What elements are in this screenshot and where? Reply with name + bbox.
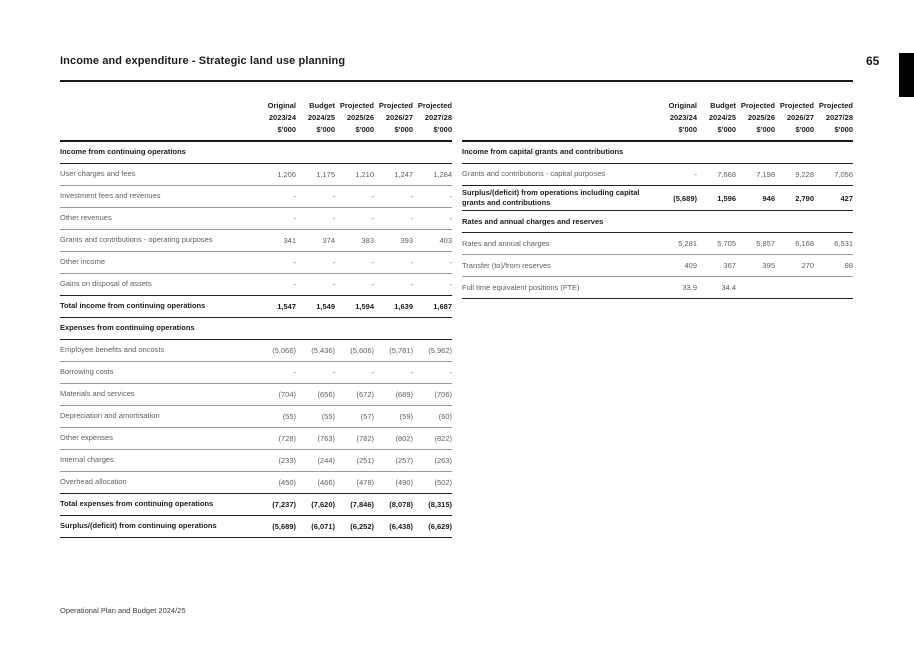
table-row <box>60 406 452 428</box>
row-label: Other revenues <box>60 213 112 223</box>
column-header-line: Budget <box>309 101 335 110</box>
cell-value: (57) <box>360 412 374 421</box>
table-row <box>60 142 452 164</box>
column-header-line: Projected <box>378 101 413 110</box>
title-divider <box>60 80 853 82</box>
column-header <box>736 100 775 136</box>
cell-value: 5,281 <box>678 239 697 249</box>
column-header-line: 2024/25 <box>307 113 335 122</box>
cell-value: - <box>410 192 413 201</box>
row-label: Transfer (to)/from reserves <box>462 260 551 270</box>
cell-value: - <box>371 214 374 223</box>
cell-value: - <box>332 258 335 267</box>
cell-value: (782) <box>356 434 374 443</box>
row-label: Full time equivalent positions (FTE) <box>462 282 580 292</box>
cell-value: (763) <box>317 434 335 443</box>
cell-value: (656) <box>317 390 335 399</box>
cell-value: - <box>371 192 374 201</box>
row-label: Rates and annual charges <box>462 238 550 248</box>
table-row <box>60 450 452 472</box>
cell-value: - <box>410 214 413 223</box>
table-row <box>462 255 853 277</box>
column-header <box>658 100 697 136</box>
header-spacer <box>60 100 257 136</box>
cell-value: 34.4 <box>721 283 736 293</box>
cell-value: - <box>694 170 697 179</box>
cell-value: (7,237) <box>272 500 296 509</box>
table-row <box>462 164 853 186</box>
column-header-line: Original <box>267 101 296 110</box>
cell-value: - <box>449 258 452 267</box>
table-row <box>462 211 853 233</box>
table-column-headers <box>60 100 452 142</box>
cell-value: (7,620) <box>311 500 335 509</box>
table-row <box>60 274 452 296</box>
table-row <box>60 428 452 450</box>
cell-value: - <box>293 280 296 289</box>
row-label: Overhead allocation <box>60 477 127 487</box>
cell-value: 409 <box>684 261 697 271</box>
column-header-line: Projected <box>339 101 374 110</box>
column-header-line: Projected <box>818 101 853 110</box>
cell-value: 6,531 <box>834 239 853 249</box>
column-header-line: Original <box>668 101 697 110</box>
column-header-line: $'000 <box>316 125 335 134</box>
cell-value: - <box>371 258 374 267</box>
cell-value: (706) <box>434 390 452 399</box>
row-label: Income from continuing operations <box>60 147 186 157</box>
cell-value: (5,689) <box>272 522 296 531</box>
row-label: Other income <box>60 257 106 267</box>
table-row <box>60 362 452 384</box>
column-header-line: $'000 <box>678 125 697 134</box>
column-header-line: $'000 <box>433 125 452 134</box>
table-row <box>60 516 452 538</box>
cell-value: (257) <box>395 456 413 465</box>
cell-value: (55) <box>321 412 335 421</box>
page-number: 65 <box>866 54 880 68</box>
column-header <box>697 100 736 136</box>
row-label: Other expenses <box>60 433 113 443</box>
cell-value: 5,705 <box>717 239 736 249</box>
column-header-line: $'000 <box>394 125 413 134</box>
cell-value: 1,547 <box>277 302 296 311</box>
table-row <box>60 296 452 318</box>
column-header-line: 2026/27 <box>385 113 413 122</box>
column-header-line: 2027/28 <box>424 113 452 122</box>
cell-value: (5,436) <box>311 346 335 355</box>
table-row <box>462 186 853 211</box>
cell-value: - <box>410 368 413 377</box>
row-label: Internal charges <box>60 455 114 465</box>
column-header-line: Budget <box>710 101 736 110</box>
cell-value: (263) <box>434 456 452 465</box>
cell-value: (244) <box>317 456 335 465</box>
row-label: Gains on disposal of assets <box>60 279 152 289</box>
table-column-headers <box>462 100 853 142</box>
cell-value: - <box>332 192 335 201</box>
cell-value: 1,596 <box>717 193 736 203</box>
cell-value: - <box>371 368 374 377</box>
cell-value: (802) <box>395 434 413 443</box>
corner-tab-marker <box>899 53 914 97</box>
cell-value: 946 <box>762 193 775 203</box>
cell-value: (5,962) <box>428 346 452 355</box>
cell-value: 1,639 <box>394 302 413 311</box>
cell-value: 374 <box>322 236 335 245</box>
row-label: Employee benefits and oncosts <box>60 345 165 355</box>
cell-value: (251) <box>356 456 374 465</box>
row-label: Surplus/(deficit) from operations including capital grants and contributions <box>462 188 640 208</box>
cell-value: 393 <box>400 236 413 245</box>
cell-value: 383 <box>361 236 374 245</box>
column-header-line: 2025/26 <box>747 113 775 122</box>
cell-value: - <box>410 258 413 267</box>
column-header <box>374 100 413 136</box>
cell-value: - <box>410 280 413 289</box>
page-title: Income and expenditure - Strategic land use planning <box>60 55 346 67</box>
cell-value: (6,629) <box>428 522 452 531</box>
cell-value: - <box>293 214 296 223</box>
header-spacer <box>462 100 658 136</box>
table-row <box>60 186 452 208</box>
column-header-line: 2024/25 <box>708 113 736 122</box>
cell-value: 1,687 <box>433 302 452 311</box>
cell-value: (5,781) <box>389 346 413 355</box>
column-header-line: $'000 <box>717 125 736 134</box>
table-row <box>60 494 452 516</box>
cell-value: 5,857 <box>756 239 775 249</box>
cell-value: (478) <box>356 478 374 487</box>
row-label: User charges and fees <box>60 169 136 179</box>
column-header-line: Projected <box>740 101 775 110</box>
column-header <box>814 100 853 136</box>
cell-value: (8,078) <box>389 500 413 509</box>
cell-value: - <box>332 280 335 289</box>
cell-value: (822) <box>434 434 452 443</box>
cell-value: - <box>371 280 374 289</box>
column-header <box>775 100 814 136</box>
cell-value: 1,284 <box>433 170 452 179</box>
capital-grants-rates-table <box>462 100 853 299</box>
row-label: Total income from continuing operations <box>60 301 206 311</box>
column-header-line: 2025/26 <box>346 113 374 122</box>
table-row <box>60 340 452 362</box>
column-header-line: $'000 <box>834 125 853 134</box>
cell-value: 2,790 <box>795 193 814 203</box>
cell-value: (5,066) <box>272 346 296 355</box>
cell-value: 395 <box>762 261 775 271</box>
cell-value: 1,247 <box>394 170 413 179</box>
cell-value: (704) <box>278 390 296 399</box>
table-row <box>60 384 452 406</box>
cell-value: 1,210 <box>355 170 374 179</box>
cell-value: 98 <box>844 261 853 271</box>
column-header-line: Projected <box>779 101 814 110</box>
cell-value: (490) <box>395 478 413 487</box>
cell-value: 427 <box>840 193 853 203</box>
column-header <box>257 100 296 136</box>
cell-value: (7,846) <box>350 500 374 509</box>
cell-value: - <box>449 192 452 201</box>
cell-value: - <box>449 214 452 223</box>
column-header-line: $'000 <box>355 125 374 134</box>
table-row <box>60 230 452 252</box>
column-header-line: $'000 <box>795 125 814 134</box>
cell-value: 7,056 <box>834 170 853 179</box>
cell-value: 1,206 <box>277 170 296 179</box>
cell-value: - <box>293 192 296 201</box>
table-row <box>462 233 853 255</box>
cell-value: (689) <box>395 390 413 399</box>
cell-value: 1,549 <box>316 302 335 311</box>
cell-value: 341 <box>283 236 296 245</box>
table-row <box>462 277 853 299</box>
cell-value: - <box>293 258 296 267</box>
table-row <box>60 472 452 494</box>
column-header-line: $'000 <box>277 125 296 134</box>
column-header <box>413 100 452 136</box>
row-label: Investment fees and revenues <box>60 191 161 201</box>
cell-value: - <box>293 368 296 377</box>
income-expenditure-table <box>60 100 452 538</box>
cell-value: (55) <box>282 412 296 421</box>
table-row <box>60 208 452 230</box>
page-footer: Operational Plan and Budget 2024/25 <box>60 606 186 615</box>
row-label: Materials and services <box>60 389 135 399</box>
row-label: Borrowing costs <box>60 367 114 377</box>
cell-value: 7,198 <box>756 170 775 179</box>
cell-value: (59) <box>399 412 413 421</box>
cell-value: - <box>332 214 335 223</box>
cell-value: (450) <box>278 478 296 487</box>
cell-value: 1,175 <box>316 170 335 179</box>
column-header-line: 2027/28 <box>825 113 853 122</box>
cell-value: 33.9 <box>682 283 697 293</box>
cell-value: 270 <box>801 261 814 271</box>
table-row <box>60 318 452 340</box>
column-header-line: 2023/24 <box>268 113 296 122</box>
cell-value: (466) <box>317 478 335 487</box>
table-row <box>60 164 452 186</box>
row-label: Depreciation and amortisation <box>60 411 160 421</box>
table-row <box>462 142 853 164</box>
column-header <box>296 100 335 136</box>
row-label: Rates and annual charges and reserves <box>462 216 604 226</box>
row-label: Income from capital grants and contributions <box>462 147 624 157</box>
cell-value: (8,315) <box>428 500 452 509</box>
cell-value: - <box>449 368 452 377</box>
cell-value: (5,689) <box>673 193 697 203</box>
row-label: Grants and contributions - capital purposes <box>462 169 605 179</box>
cell-value: (60) <box>438 412 452 421</box>
cell-value: (728) <box>278 434 296 443</box>
cell-value: - <box>332 368 335 377</box>
cell-value: 403 <box>439 236 452 245</box>
cell-value: 6,168 <box>795 239 814 249</box>
cell-value: 367 <box>723 261 736 271</box>
column-header-line: $'000 <box>756 125 775 134</box>
cell-value: 9,228 <box>795 170 814 179</box>
row-label: Total expenses from continuing operations <box>60 499 214 509</box>
column-header-line: Projected <box>417 101 452 110</box>
cell-value: (233) <box>278 456 296 465</box>
cell-value: (6,438) <box>389 522 413 531</box>
row-label: Grants and contributions - operating purposes <box>60 235 213 245</box>
cell-value: (672) <box>356 390 374 399</box>
row-label: Expenses from continuing operations <box>60 323 195 333</box>
column-header-line: 2026/27 <box>786 113 814 122</box>
cell-value: (502) <box>434 478 452 487</box>
cell-value: (6,252) <box>350 522 374 531</box>
table-row <box>60 252 452 274</box>
cell-value: - <box>449 280 452 289</box>
cell-value: (6,071) <box>311 522 335 531</box>
row-label: Surplus/(deficit) from continuing operations <box>60 521 217 531</box>
column-header <box>335 100 374 136</box>
column-header-line: 2023/24 <box>669 113 697 122</box>
cell-value: 1,594 <box>355 302 374 311</box>
cell-value: 7,668 <box>717 170 736 179</box>
cell-value: (5,606) <box>350 346 374 355</box>
